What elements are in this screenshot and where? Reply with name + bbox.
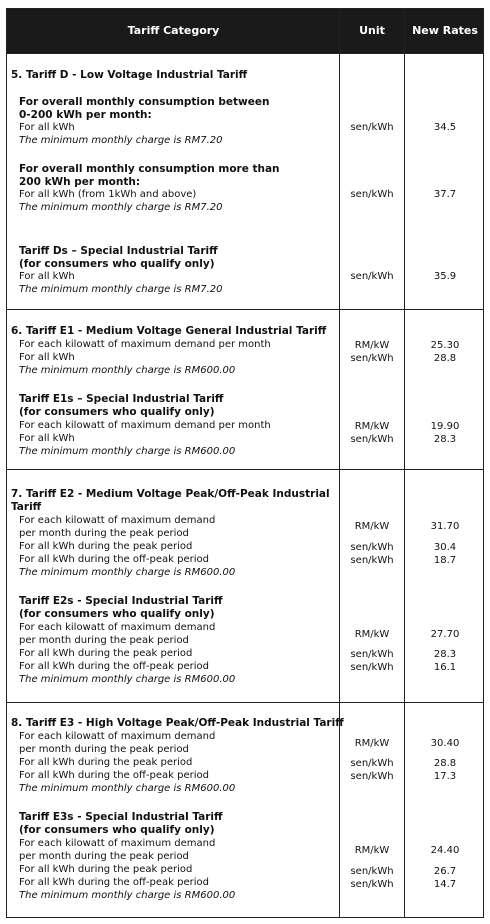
row-label: For all kWh bbox=[19, 271, 75, 282]
row-divider bbox=[7, 309, 483, 310]
row-label: For each kilowatt of maximum demand bbox=[19, 622, 216, 633]
header-unit: Unit bbox=[359, 24, 385, 37]
rate-cell: 14.7 bbox=[433, 879, 457, 890]
unit-cell: sen/kWh bbox=[350, 662, 394, 673]
row-label: per month during the peak period bbox=[19, 744, 189, 755]
unit-cell: sen/kWh bbox=[350, 771, 394, 782]
unit-cell: RM/kW bbox=[354, 340, 390, 351]
rate-cell: 28.3 bbox=[433, 649, 457, 660]
minimum-charge-note: The minimum monthly charge is RM600.00 bbox=[19, 567, 236, 578]
row-label: 0-200 kWh per month: bbox=[19, 109, 152, 121]
row-label: For all kWh during the peak period bbox=[19, 864, 193, 875]
rate-cell: 18.7 bbox=[433, 555, 457, 566]
row-label: per month during the peak period bbox=[19, 528, 189, 539]
rate-cell: 28.8 bbox=[433, 353, 457, 364]
rate-cell: 24.40 bbox=[430, 845, 460, 856]
minimum-charge-note: The minimum monthly charge is RM600.00 bbox=[19, 446, 236, 457]
row-divider bbox=[7, 53, 483, 54]
unit-cell: sen/kWh bbox=[350, 649, 394, 660]
unit-cell: RM/kW bbox=[354, 738, 390, 749]
row-label: 200 kWh per month: bbox=[19, 176, 141, 188]
rate-cell: 30.4 bbox=[433, 542, 457, 553]
row-label: For all kWh during the peak period bbox=[19, 757, 193, 768]
row-divider bbox=[7, 702, 483, 703]
rate-cell: 26.7 bbox=[433, 866, 457, 877]
unit-cell: RM/kW bbox=[354, 629, 390, 640]
rate-cell: 27.70 bbox=[430, 629, 460, 640]
minimum-charge-note: The minimum monthly charge is RM7.20 bbox=[19, 202, 223, 213]
rate-cell: 31.70 bbox=[430, 521, 460, 532]
row-label: For each kilowatt of maximum demand bbox=[19, 515, 216, 526]
row-label: For all kWh during the off-peak period bbox=[19, 877, 209, 888]
unit-cell: sen/kWh bbox=[350, 353, 394, 364]
row-label: For each kilowatt of maximum demand bbox=[19, 838, 216, 849]
row-label: For all kWh during the off-peak period bbox=[19, 554, 209, 565]
row-label: Tariff E2s - Special Industrial Tariff bbox=[19, 595, 223, 607]
unit-cell: sen/kWh bbox=[350, 542, 394, 553]
tariff-table bbox=[6, 8, 484, 918]
rate-cell: 25.30 bbox=[430, 340, 460, 351]
minimum-charge-note: The minimum monthly charge is RM600.00 bbox=[19, 365, 236, 376]
unit-cell: sen/kWh bbox=[350, 555, 394, 566]
rate-cell: 28.3 bbox=[433, 434, 457, 445]
row-label: Tariff Ds – Special Industrial Tariff bbox=[19, 245, 218, 257]
rate-cell: 17.3 bbox=[433, 771, 457, 782]
row-label: For each kilowatt of maximum demand bbox=[19, 731, 216, 742]
header-tariff-category: Tariff Category bbox=[127, 24, 220, 37]
minimum-charge-note: The minimum monthly charge is RM7.20 bbox=[19, 135, 223, 146]
row-label: For all kWh bbox=[19, 352, 75, 363]
row-label: per month during the peak period bbox=[19, 635, 189, 646]
minimum-charge-note: The minimum monthly charge is RM600.00 bbox=[19, 890, 236, 901]
rate-cell: 16.1 bbox=[433, 662, 457, 673]
rate-cell: 35.9 bbox=[433, 271, 457, 282]
row-label: For all kWh bbox=[19, 433, 75, 444]
section-title: 8. Tariff E3 - High Voltage Peak/Off-Peak Industrial Tariff bbox=[11, 717, 344, 729]
minimum-charge-note: The minimum monthly charge is RM7.20 bbox=[19, 284, 223, 295]
minimum-charge-note: The minimum monthly charge is RM600.00 bbox=[19, 674, 236, 685]
row-divider bbox=[7, 469, 483, 470]
unit-cell: RM/kW bbox=[354, 421, 390, 432]
unit-cell: sen/kWh bbox=[350, 758, 394, 769]
row-label: per month during the peak period bbox=[19, 851, 189, 862]
header-new-rates: New Rates bbox=[412, 24, 478, 37]
row-label: For overall monthly consumption between bbox=[19, 96, 270, 108]
row-label: For all kWh during the off-peak period bbox=[19, 770, 209, 781]
unit-cell: sen/kWh bbox=[350, 879, 394, 890]
table-header bbox=[7, 9, 483, 53]
row-label: For all kWh during the peak period bbox=[19, 541, 193, 552]
row-label: (for consumers who qualify only) bbox=[19, 824, 215, 836]
row-label: (for consumers who qualify only) bbox=[19, 258, 215, 270]
row-label: For each kilowatt of maximum demand per month bbox=[19, 420, 271, 431]
row-label: Tariff E3s - Special Industrial Tariff bbox=[19, 811, 223, 823]
rate-cell: 37.7 bbox=[433, 189, 457, 200]
section-title: 7. Tariff E2 - Medium Voltage Peak/Off-Peak Industrial bbox=[11, 488, 330, 500]
row-label: For all kWh bbox=[19, 122, 75, 133]
unit-cell: RM/kW bbox=[354, 845, 390, 856]
row-label: For all kWh during the peak period bbox=[19, 648, 193, 659]
row-label: For overall monthly consumption more than bbox=[19, 163, 280, 175]
row-label: For all kWh during the off-peak period bbox=[19, 661, 209, 672]
row-label: (for consumers who qualify only) bbox=[19, 406, 215, 418]
unit-cell: sen/kWh bbox=[350, 866, 394, 877]
row-label: Tariff E1s – Special Industrial Tariff bbox=[19, 393, 224, 405]
rate-cell: 34.5 bbox=[433, 122, 457, 133]
row-label: (for consumers who qualify only) bbox=[19, 608, 215, 620]
section-title: Tariff bbox=[11, 501, 42, 513]
row-label: For each kilowatt of maximum demand per month bbox=[19, 339, 271, 350]
rate-cell: 28.8 bbox=[433, 758, 457, 769]
unit-cell: sen/kWh bbox=[350, 122, 394, 133]
unit-cell: sen/kWh bbox=[350, 189, 394, 200]
unit-cell: sen/kWh bbox=[350, 271, 394, 282]
unit-cell: sen/kWh bbox=[350, 434, 394, 445]
minimum-charge-note: The minimum monthly charge is RM600.00 bbox=[19, 783, 236, 794]
rate-cell: 19.90 bbox=[430, 421, 460, 432]
unit-cell: RM/kW bbox=[354, 521, 390, 532]
section-title: 6. Tariff E1 - Medium Voltage General Industrial Tariff bbox=[11, 325, 327, 337]
section-title: 5. Tariff D - Low Voltage Industrial Tariff bbox=[11, 69, 248, 81]
row-label: For all kWh (from 1kWh and above) bbox=[19, 189, 197, 200]
rate-cell: 30.40 bbox=[430, 738, 460, 749]
